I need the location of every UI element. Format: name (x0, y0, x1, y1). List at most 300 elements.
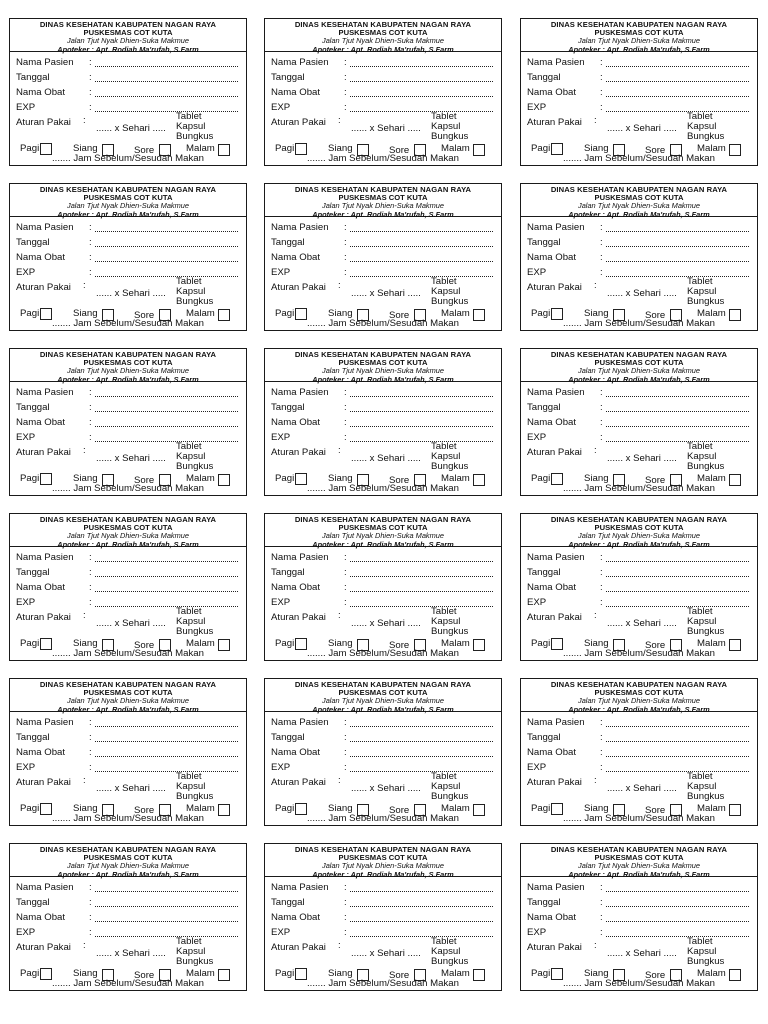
colon: : (89, 72, 92, 83)
colon: : (89, 417, 92, 428)
form-kapsul[interactable]: Kapsul (431, 616, 461, 627)
colon: : (344, 252, 347, 263)
form-bungkus[interactable]: Bungkus (687, 461, 725, 472)
drug-name-field[interactable] (527, 417, 749, 429)
label-header (265, 349, 501, 382)
pagi-label: Pagi (531, 473, 551, 484)
date-label: Tanggal (271, 237, 305, 248)
meal-timing-note: ....... Jam Sebelum/Sesudah Makan (307, 153, 459, 164)
colon: : (344, 582, 347, 593)
dotted-line (350, 231, 493, 232)
colon: : (594, 940, 597, 951)
dosage-forms (176, 937, 213, 967)
times-per-day[interactable]: ...... x Sehari ..... (96, 948, 166, 959)
agency-name: DINAS KESEHATAN KABUPATEN NAGAN RAYA (39, 185, 217, 194)
usage-label: Aturan Pakai (527, 777, 582, 788)
colon: : (89, 402, 92, 413)
form-bungkus[interactable]: Bungkus (176, 626, 214, 637)
form-bungkus[interactable]: Bungkus (431, 956, 469, 967)
form-tablet[interactable]: Tablet (431, 936, 457, 947)
colon: : (594, 610, 597, 621)
form-tablet[interactable]: Tablet (431, 771, 457, 782)
pagi-label: Pagi (20, 638, 40, 649)
form-kapsul[interactable]: Kapsul (431, 946, 461, 957)
patient-name-field[interactable] (16, 57, 238, 69)
drug-name-field[interactable] (271, 87, 493, 99)
form-kapsul[interactable]: Kapsul (431, 781, 461, 792)
exp-label: EXP (527, 267, 547, 278)
dosage-forms (176, 607, 213, 637)
date-field[interactable] (16, 72, 238, 84)
usage-label: Aturan Pakai (16, 282, 71, 293)
malam-label: Malam (186, 473, 215, 484)
patient-name-field[interactable] (271, 57, 493, 69)
label-header (265, 844, 501, 877)
colon: : (344, 222, 347, 233)
patient-name-label: Nama Pasien (16, 717, 74, 728)
form-tablet[interactable]: Tablet (176, 441, 202, 452)
date-field[interactable] (271, 72, 493, 84)
form-bungkus[interactable]: Bungkus (176, 296, 214, 307)
times-per-day[interactable]: ...... x Sehari ..... (96, 288, 166, 299)
exp-label: EXP (271, 267, 291, 278)
form-tablet[interactable]: Tablet (176, 936, 202, 947)
date-label: Tanggal (527, 237, 561, 248)
dotted-line (95, 411, 238, 412)
form-kapsul[interactable]: Kapsul (176, 946, 206, 957)
drug-name-label: Nama Obat (527, 252, 577, 263)
form-kapsul[interactable]: Kapsul (687, 286, 717, 297)
form-kapsul[interactable]: Kapsul (176, 616, 206, 627)
label-header (265, 184, 501, 217)
dotted-line (95, 906, 238, 907)
colon: : (600, 432, 603, 443)
sore-label: Sore (134, 475, 155, 486)
form-tablet[interactable]: Tablet (431, 441, 457, 452)
malam-label: Malam (186, 803, 215, 814)
drug-name-label: Nama Obat (16, 747, 66, 758)
dotted-line (606, 771, 749, 772)
dotted-line (350, 426, 493, 427)
malam-label: Malam (186, 638, 215, 649)
exp-label: EXP (271, 102, 291, 113)
prescription-label (9, 183, 247, 331)
drug-name-field[interactable] (16, 747, 238, 759)
patient-name-field[interactable] (271, 222, 493, 234)
dotted-line (350, 276, 493, 277)
dotted-line (606, 231, 749, 232)
dotted-line (95, 81, 238, 82)
colon: : (89, 582, 92, 593)
patient-name-label: Nama Pasien (271, 552, 329, 563)
colon: : (594, 115, 597, 126)
dosage-forms (431, 772, 468, 802)
times-per-day[interactable]: ...... x Sehari ..... (607, 288, 677, 299)
meal-timing-note: ....... Jam Sebelum/Sesudah Makan (563, 813, 715, 824)
form-bungkus[interactable]: Bungkus (431, 131, 469, 142)
colon: : (83, 280, 86, 291)
malam-label: Malam (441, 143, 470, 154)
drug-name-field[interactable] (16, 87, 238, 99)
meal-timing-note: ....... Jam Sebelum/Sesudah Makan (52, 978, 204, 989)
dotted-line (95, 561, 238, 562)
drug-name-field[interactable] (271, 912, 493, 924)
colon: : (600, 717, 603, 728)
prescription-label (9, 348, 247, 496)
form-kapsul[interactable]: Kapsul (687, 946, 717, 957)
date-field[interactable] (271, 897, 493, 909)
times-per-day[interactable]: ...... x Sehari ..... (96, 123, 166, 134)
date-label: Tanggal (16, 237, 50, 248)
prescription-label (520, 348, 758, 496)
usage-label: Aturan Pakai (16, 942, 71, 953)
date-field[interactable] (527, 72, 749, 84)
date-field[interactable] (527, 567, 749, 579)
date-field[interactable] (271, 402, 493, 414)
patient-name-field[interactable] (16, 387, 238, 399)
pharmacist-name: Apoteker : Apt. Rodiah Ma'rufah, S.Farm (57, 44, 199, 54)
prescription-label (520, 843, 758, 991)
dotted-line (350, 81, 493, 82)
dotted-line (95, 606, 238, 607)
dosage-forms (431, 442, 468, 472)
usage-label: Aturan Pakai (271, 777, 326, 788)
form-bungkus[interactable]: Bungkus (687, 626, 725, 637)
form-tablet[interactable]: Tablet (176, 111, 202, 122)
clinic-name: PUSKESMAS COT KUTA (338, 523, 428, 533)
times-per-day[interactable]: ...... x Sehari ..... (96, 618, 166, 629)
form-bungkus[interactable]: Bungkus (687, 791, 725, 802)
colon: : (600, 597, 603, 608)
date-field[interactable] (271, 567, 493, 579)
patient-name-field[interactable] (16, 222, 238, 234)
agency-name: DINAS KESEHATAN KABUPATEN NAGAN RAYA (550, 350, 728, 359)
colon: : (89, 762, 92, 773)
pharmacist-name: Apoteker : Apt. Rodiah Ma'rufah, S.Farm (312, 374, 454, 384)
colon: : (89, 552, 92, 563)
patient-name-field[interactable] (527, 717, 749, 729)
pharmacist-name: Apoteker : Apt. Rodiah Ma'rufah, S.Farm (568, 209, 710, 219)
drug-name-field[interactable] (271, 582, 493, 594)
dotted-line (606, 561, 749, 562)
malam-label: Malam (441, 638, 470, 649)
label-header (265, 19, 501, 52)
sore-label: Sore (645, 640, 666, 651)
colon: : (89, 912, 92, 923)
date-field[interactable] (16, 237, 238, 249)
form-bungkus[interactable]: Bungkus (687, 131, 725, 142)
colon: : (338, 115, 341, 126)
patient-name-field[interactable] (16, 882, 238, 894)
usage-label: Aturan Pakai (527, 117, 582, 128)
drug-name-label: Nama Obat (527, 912, 577, 923)
pagi-label: Pagi (531, 308, 551, 319)
usage-label: Aturan Pakai (527, 942, 582, 953)
drug-name-field[interactable] (16, 417, 238, 429)
pagi-label: Pagi (531, 638, 551, 649)
colon: : (344, 417, 347, 428)
agency-name: DINAS KESEHATAN KABUPATEN NAGAN RAYA (294, 185, 472, 194)
drug-name-field[interactable] (271, 252, 493, 264)
form-kapsul[interactable]: Kapsul (176, 286, 206, 297)
date-label: Tanggal (527, 567, 561, 578)
clinic-name: PUSKESMAS COT KUTA (338, 193, 428, 203)
times-per-day[interactable]: ...... x Sehari ..... (607, 783, 677, 794)
patient-name-field[interactable] (271, 882, 493, 894)
colon: : (344, 402, 347, 413)
date-field[interactable] (16, 897, 238, 909)
form-kapsul[interactable]: Kapsul (176, 451, 206, 462)
label-header (10, 184, 246, 217)
form-bungkus[interactable]: Bungkus (687, 956, 725, 967)
sore-label: Sore (645, 970, 666, 981)
date-field[interactable] (527, 237, 749, 249)
colon: : (600, 747, 603, 758)
colon: : (89, 237, 92, 248)
date-label: Tanggal (16, 897, 50, 908)
date-field[interactable] (527, 402, 749, 414)
prescription-label (520, 18, 758, 166)
prescription-label (9, 18, 247, 166)
colon: : (89, 252, 92, 263)
times-per-day[interactable]: ...... x Sehari ..... (351, 123, 421, 134)
patient-name-field[interactable] (271, 387, 493, 399)
drug-name-field[interactable] (527, 912, 749, 924)
form-bungkus[interactable]: Bungkus (176, 791, 214, 802)
clinic-name: PUSKESMAS COT KUTA (338, 28, 428, 38)
form-bungkus[interactable]: Bungkus (176, 461, 214, 472)
patient-name-field[interactable] (271, 717, 493, 729)
form-tablet[interactable]: Tablet (687, 441, 713, 452)
sore-label: Sore (389, 970, 410, 981)
clinic-address: Jalan Tjut Nyak Dhien-Suka Makmue (322, 696, 444, 706)
times-per-day[interactable]: ...... x Sehari ..... (607, 618, 677, 629)
date-field[interactable] (527, 897, 749, 909)
form-tablet[interactable]: Tablet (431, 606, 457, 617)
form-bungkus[interactable]: Bungkus (687, 296, 725, 307)
form-tablet[interactable]: Tablet (687, 771, 713, 782)
patient-name-label: Nama Pasien (16, 882, 74, 893)
exp-label: EXP (16, 102, 36, 113)
exp-label: EXP (271, 597, 291, 608)
usage-label: Aturan Pakai (16, 612, 71, 623)
times-per-day[interactable]: ...... x Sehari ..... (96, 453, 166, 464)
patient-name-field[interactable] (16, 717, 238, 729)
form-kapsul[interactable]: Kapsul (687, 781, 717, 792)
dosage-forms (687, 112, 724, 142)
times-per-day[interactable]: ...... x Sehari ..... (351, 948, 421, 959)
dotted-line (95, 921, 238, 922)
patient-name-field[interactable] (527, 387, 749, 399)
pagi-label: Pagi (275, 143, 295, 154)
colon: : (89, 222, 92, 233)
colon: : (600, 882, 603, 893)
usage-label: Aturan Pakai (16, 117, 71, 128)
clinic-name: PUSKESMAS COT KUTA (83, 688, 173, 698)
drug-name-label: Nama Obat (527, 417, 577, 428)
drug-name-field[interactable] (16, 912, 238, 924)
times-per-day[interactable]: ...... x Sehari ..... (607, 453, 677, 464)
date-field[interactable] (271, 732, 493, 744)
sore-label: Sore (389, 475, 410, 486)
times-per-day[interactable]: ...... x Sehari ..... (607, 948, 677, 959)
date-field[interactable] (16, 567, 238, 579)
label-header (521, 679, 757, 712)
form-kapsul[interactable]: Kapsul (431, 286, 461, 297)
clinic-address: Jalan Tjut Nyak Dhien-Suka Makmue (578, 861, 700, 871)
colon: : (344, 87, 347, 98)
pagi-label: Pagi (20, 143, 40, 154)
form-kapsul[interactable]: Kapsul (687, 121, 717, 132)
date-field[interactable] (16, 402, 238, 414)
dotted-line (95, 246, 238, 247)
drug-name-field[interactable] (527, 252, 749, 264)
dotted-line (350, 591, 493, 592)
times-per-day[interactable]: ...... x Sehari ..... (351, 453, 421, 464)
form-tablet[interactable]: Tablet (687, 936, 713, 947)
drug-name-field[interactable] (271, 747, 493, 759)
patient-name-field[interactable] (527, 552, 749, 564)
times-per-day[interactable]: ...... x Sehari ..... (351, 783, 421, 794)
form-tablet[interactable]: Tablet (431, 276, 457, 287)
dotted-line (350, 396, 493, 397)
colon: : (89, 882, 92, 893)
form-tablet[interactable]: Tablet (431, 111, 457, 122)
pharmacist-name: Apoteker : Apt. Rodiah Ma'rufah, S.Farm (568, 539, 710, 549)
date-field[interactable] (271, 237, 493, 249)
colon: : (344, 237, 347, 248)
pagi-label: Pagi (275, 803, 295, 814)
clinic-address: Jalan Tjut Nyak Dhien-Suka Makmue (67, 366, 189, 376)
dotted-line (606, 921, 749, 922)
times-per-day[interactable]: ...... x Sehari ..... (351, 288, 421, 299)
times-per-day[interactable]: ...... x Sehari ..... (607, 123, 677, 134)
pagi-label: Pagi (20, 473, 40, 484)
colon: : (344, 732, 347, 743)
form-tablet[interactable]: Tablet (687, 276, 713, 287)
drug-name-field[interactable] (271, 417, 493, 429)
form-kapsul[interactable]: Kapsul (176, 121, 206, 132)
form-kapsul[interactable]: Kapsul (176, 781, 206, 792)
siang-label: Siang (328, 968, 353, 979)
patient-name-field[interactable] (527, 57, 749, 69)
siang-label: Siang (73, 143, 98, 154)
form-kapsul[interactable]: Kapsul (431, 121, 461, 132)
sore-label: Sore (389, 145, 410, 156)
pagi-label: Pagi (20, 968, 40, 979)
form-bungkus[interactable]: Bungkus (431, 791, 469, 802)
patient-name-field[interactable] (271, 552, 493, 564)
form-bungkus[interactable]: Bungkus (431, 626, 469, 637)
malam-label: Malam (441, 308, 470, 319)
sore-label: Sore (134, 310, 155, 321)
form-kapsul[interactable]: Kapsul (431, 451, 461, 462)
form-kapsul[interactable]: Kapsul (687, 451, 717, 462)
pagi-label: Pagi (20, 803, 40, 814)
drug-name-field[interactable] (527, 582, 749, 594)
dotted-line (95, 66, 238, 67)
form-tablet[interactable]: Tablet (687, 606, 713, 617)
clinic-address: Jalan Tjut Nyak Dhien-Suka Makmue (578, 36, 700, 46)
colon: : (600, 912, 603, 923)
drug-name-field[interactable] (16, 582, 238, 594)
drug-name-field[interactable] (527, 747, 749, 759)
dotted-line (350, 111, 493, 112)
pharmacist-name: Apoteker : Apt. Rodiah Ma'rufah, S.Farm (312, 704, 454, 714)
colon: : (344, 762, 347, 773)
form-bungkus[interactable]: Bungkus (431, 461, 469, 472)
dosage-forms (431, 112, 468, 142)
dotted-line (350, 891, 493, 892)
colon: : (344, 567, 347, 578)
form-bungkus[interactable]: Bungkus (176, 956, 214, 967)
sore-label: Sore (389, 640, 410, 651)
usage-label: Aturan Pakai (16, 777, 71, 788)
exp-label: EXP (527, 762, 547, 773)
form-tablet[interactable]: Tablet (687, 111, 713, 122)
sore-label: Sore (134, 145, 155, 156)
clinic-address: Jalan Tjut Nyak Dhien-Suka Makmue (67, 36, 189, 46)
form-tablet[interactable]: Tablet (176, 276, 202, 287)
drug-name-label: Nama Obat (527, 582, 577, 593)
drug-name-label: Nama Obat (271, 87, 321, 98)
date-label: Tanggal (527, 402, 561, 413)
dotted-line (350, 576, 493, 577)
dosage-forms (176, 112, 213, 142)
form-bungkus[interactable]: Bungkus (176, 131, 214, 142)
patient-name-label: Nama Pasien (271, 222, 329, 233)
patient-name-field[interactable] (527, 882, 749, 894)
dotted-line (95, 261, 238, 262)
times-per-day[interactable]: ...... x Sehari ..... (96, 783, 166, 794)
times-per-day[interactable]: ...... x Sehari ..... (351, 618, 421, 629)
dosage-forms (687, 937, 724, 967)
sore-label: Sore (134, 805, 155, 816)
colon: : (338, 280, 341, 291)
siang-label: Siang (73, 968, 98, 979)
drug-name-field[interactable] (16, 252, 238, 264)
patient-name-field[interactable] (16, 552, 238, 564)
drug-name-field[interactable] (527, 87, 749, 99)
form-bungkus[interactable]: Bungkus (431, 296, 469, 307)
colon: : (89, 732, 92, 743)
agency-name: DINAS KESEHATAN KABUPATEN NAGAN RAYA (39, 20, 217, 29)
form-kapsul[interactable]: Kapsul (687, 616, 717, 627)
date-field[interactable] (16, 732, 238, 744)
form-tablet[interactable]: Tablet (176, 606, 202, 617)
siang-label: Siang (584, 968, 609, 979)
label-header (521, 844, 757, 877)
drug-name-label: Nama Obat (271, 582, 321, 593)
exp-label: EXP (16, 432, 36, 443)
malam-label: Malam (697, 803, 726, 814)
patient-name-label: Nama Pasien (16, 222, 74, 233)
patient-name-field[interactable] (527, 222, 749, 234)
malam-label: Malam (186, 143, 215, 154)
meal-timing-note: ....... Jam Sebelum/Sesudah Makan (52, 813, 204, 824)
form-tablet[interactable]: Tablet (176, 771, 202, 782)
date-field[interactable] (527, 732, 749, 744)
pagi-label: Pagi (275, 638, 295, 649)
sore-label: Sore (134, 640, 155, 651)
drug-name-label: Nama Obat (271, 417, 321, 428)
dosage-forms (176, 772, 213, 802)
date-label: Tanggal (271, 72, 305, 83)
usage-label: Aturan Pakai (16, 447, 71, 458)
colon: : (600, 57, 603, 68)
dotted-line (350, 411, 493, 412)
colon: : (89, 747, 92, 758)
